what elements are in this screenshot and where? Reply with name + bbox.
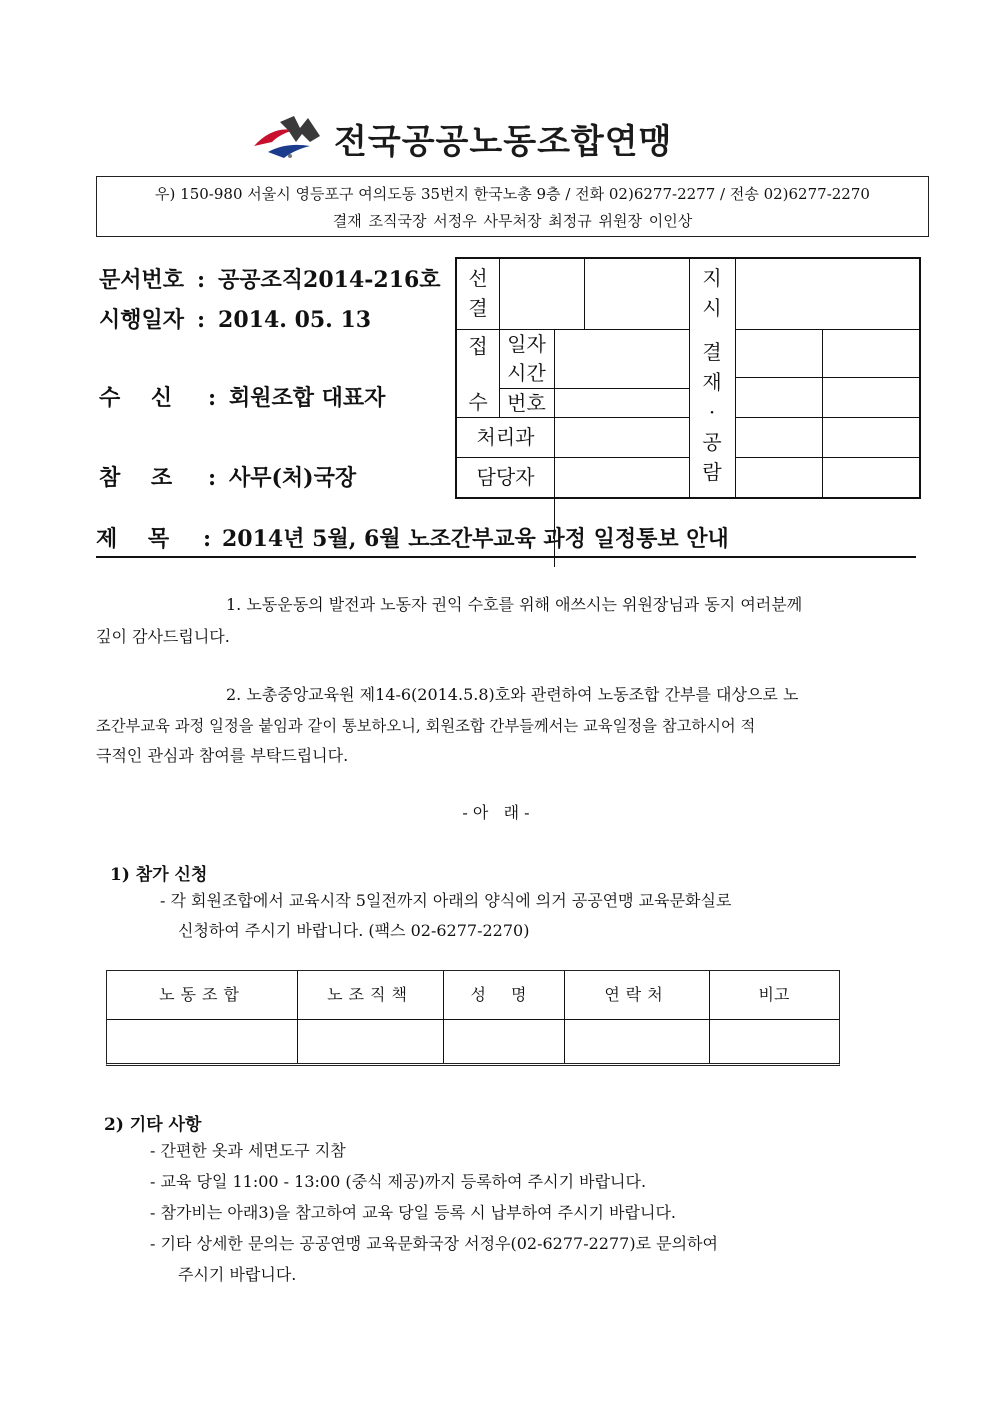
colon: : (202, 526, 212, 552)
paragraph-1-line-1: 1. 노동운동의 발전과 노동자 권익 수호를 위해 애쓰시는 위원장님과 동지 여러분께 (226, 595, 803, 614)
application-form-table (106, 970, 840, 1066)
cell-ram: 람 (702, 460, 722, 484)
cell-cheorigwa: 처리과 (476, 425, 535, 449)
header-contact: 연락처 (604, 985, 669, 1004)
cell-beonho: 번호 (507, 391, 546, 415)
header-union: 노동조합 (159, 985, 245, 1004)
subject-row (96, 522, 916, 553)
cell-ilja: 일자 (507, 332, 546, 356)
section-2-item-4-cont: 주시기 바랍니다. (178, 1265, 297, 1284)
cell-gyeol2: 결 (702, 340, 722, 364)
colon: : (207, 385, 217, 411)
paragraph-2-line-1: 2. 노총중앙교육원 제14-6(2014.5.8)호와 관련하여 노동조합 간부를 대상으로 노 (226, 685, 799, 704)
doc-number-label: 문서번호 (99, 267, 185, 293)
approval-table (455, 257, 921, 499)
doc-number-value: 공공조직2014-216호 (218, 267, 441, 293)
cell-ji: 지 (702, 266, 722, 290)
signature-line: 결재 조직국장 서정우 사무처장 최정규 위원장 이인상 (332, 212, 693, 230)
cell-jeop: 접 (468, 334, 488, 358)
input-union-cell[interactable] (107, 1020, 297, 1063)
header-position: 노조직책 (327, 985, 413, 1004)
section-1-title: 1) 참가 신청 (110, 865, 208, 885)
recipient-value: 회원조합 대표자 (229, 385, 386, 411)
paragraph-2-line-3: 극적인 관심과 참여를 부탁드립니다. (96, 746, 349, 765)
cell-gyeol: 결 (468, 296, 488, 320)
subject-divider (96, 556, 916, 558)
date-value: 2014. 05. 13 (218, 307, 372, 333)
colon: : (196, 267, 206, 293)
cell-gong: 공 (702, 430, 722, 454)
paragraph-2-line-2: 조간부교육 과정 일정을 붙임과 같이 통보하오니, 회원조합 간부들께서는 교육일정을 참고하시어 적 (96, 717, 756, 735)
input-position-cell[interactable] (298, 1020, 443, 1063)
section-2-title: 2) 기타 사항 (104, 1115, 202, 1135)
cell-su: 수 (468, 390, 488, 414)
union-emblem-icon (250, 112, 332, 164)
recipient-row (99, 381, 385, 412)
section-2-item-3: - 참가비는 아래3)을 참고하여 교육 당일 등록 시 납부하여 주시기 바랍니다. (150, 1203, 676, 1222)
letterhead-logo (250, 112, 740, 164)
address-line: 우) 150-980 서울시 영등포구 여의도동 35번지 한국노총 9층 / 전화 02)6277-2277 / 전송 02)6277-2270 (155, 185, 870, 203)
address-box (96, 176, 929, 237)
reference-label: 참 조 (99, 465, 173, 491)
input-name-cell[interactable] (444, 1020, 564, 1063)
cell-dot: · (708, 400, 716, 424)
colon: : (207, 465, 217, 491)
input-contact-cell[interactable] (565, 1020, 709, 1063)
input-remarks-cell[interactable] (710, 1020, 839, 1063)
section-2-item-1: - 간편한 옷과 세면도구 지참 (150, 1141, 346, 1160)
header-remarks: 비고 (758, 985, 790, 1004)
subject-label: 제 목 (96, 526, 170, 552)
cell-seon: 선 (468, 266, 488, 290)
organization-name: 전국공공노동조합연맹 (334, 122, 673, 162)
cell-sigan: 시간 (507, 361, 546, 385)
reference-value: 사무(처)국장 (229, 465, 357, 491)
section-2-item-4: - 기타 상세한 문의는 공공연맹 교육문화국장 서정우(02-6277-2277)로 문의하여 (150, 1234, 718, 1253)
below-heading: - 아 래 - (462, 803, 530, 822)
paragraph-1-line-2: 깊이 감사드립니다. (96, 627, 230, 646)
cell-si: 시 (702, 296, 722, 320)
cell-damdangja: 담당자 (476, 465, 535, 489)
date-label: 시행일자 (99, 307, 185, 333)
header-name: 성 명 (470, 985, 537, 1004)
doc-number-row (99, 263, 441, 294)
cell-jae: 재 (702, 370, 722, 394)
section-1-line-2: 신청하여 주시기 바랍니다. (팩스 02-6277-2270) (178, 921, 530, 940)
reference-row (99, 461, 356, 492)
date-row (99, 303, 371, 334)
recipient-label: 수 신 (99, 385, 173, 411)
section-2-item-2: - 교육 당일 11:00 - 13:00 (중식 제공)까지 등록하여 주시기 바랍니다. (150, 1172, 647, 1191)
subject-value: 2014년 5월, 6월 노조간부교육 과정 일정통보 안내 (222, 526, 729, 552)
section-1-line-1: - 각 회원조합에서 교육시작 5일전까지 아래의 양식에 의거 공공연맹 교육문화실로 (160, 891, 732, 910)
colon: : (196, 307, 206, 333)
